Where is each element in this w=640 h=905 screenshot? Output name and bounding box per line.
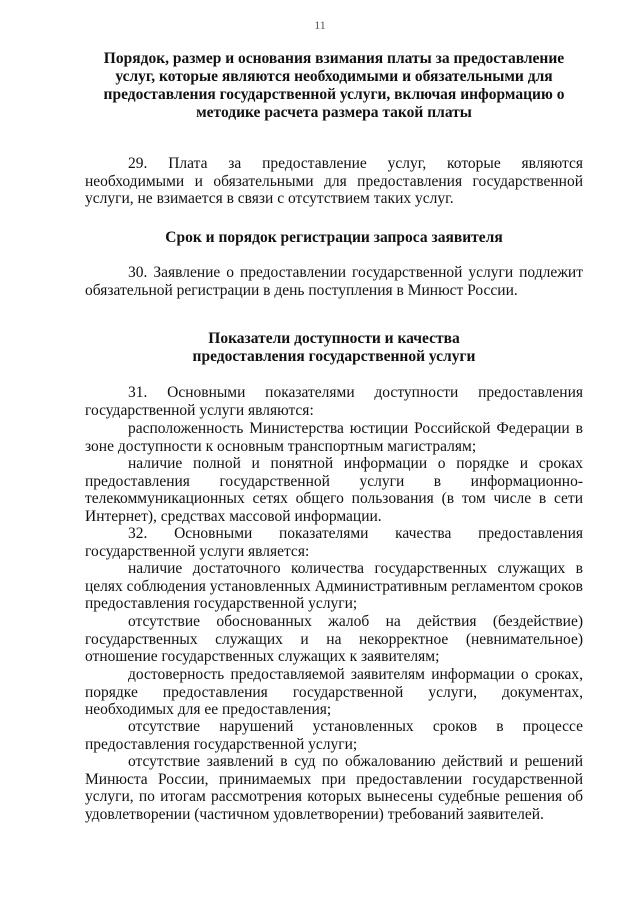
section-heading-fee: Порядок, размер и основания взимания платы за предоставление услуг, которые являются необходимыми и обязательными для предоставления государственной услуги, включая информацию о методике расчета размера такой платы [103, 50, 565, 121]
section-heading-indicators-line2: предоставления государственной услуги [192, 348, 476, 365]
paragraph-31-item-location: расположенность Министерства юстиции Российской Федерации в зоне доступности к основным транспортным магистралям; [85, 420, 583, 455]
paragraph-32-item-staff: наличие достаточного количества государственных служащих в целях соблюдения установленных Административным регламентом сроков предоставления государственной услуги; [85, 560, 583, 613]
paragraph-32: 32. Основными показателями качества предоставления государственной услуги является: [85, 525, 583, 560]
section-heading-registration: Срок и порядок регистрации запроса заявителя [165, 229, 503, 246]
paragraph-32-item-court: отсутствие заявлений в суд по обжалованию действий и решений Минюста России, принимаемых при предоставлении государственной услуги, по итогам рассмотрения которых вынесены судебные решения об удовлетворении (частичном удовлетворении) требований заявителей. [85, 753, 583, 823]
paragraph-31-item-information: наличие полной и понятной информации о порядке и сроках предоставления государственной услуги в информационно-телекоммуникационных сетях общего пользования (в том числе в сети Интернет), средствах массовой информации. [85, 455, 583, 525]
paragraph-29: 29. Плата за предоставление услуг, которые являются необходимыми и обязательными для предоставления государственной услуги, не взимается в связи с отсутствием таких услуг. [85, 155, 583, 208]
paragraph-31: 31. Основными показателями доступности предоставления государственной услуги являются: [85, 384, 583, 419]
paragraph-30: 30. Заявление о предоставлении государственной услуги подлежит обязательной регистрации в день поступления в Минюст России. [85, 264, 583, 299]
paragraph-32-item-deadlines: отсутствие нарушений установленных сроков в процессе предоставления государственной услуги; [85, 718, 583, 753]
section-heading-indicators-line1: Показатели доступности и качества [208, 330, 460, 347]
paragraph-32-item-reliability: достоверность предоставляемой заявителям информации о сроках, порядке предоставления государственной услуги, документах, необходимых для ее предоставления; [85, 666, 583, 719]
paragraph-32-item-complaints: отсутствие обоснованных жалоб на действия (бездействие) государственных служащих и на некорректное (невнимательное) отношение государственных служащих к заявителям; [85, 613, 583, 666]
page-number: 11 [314, 18, 326, 32]
